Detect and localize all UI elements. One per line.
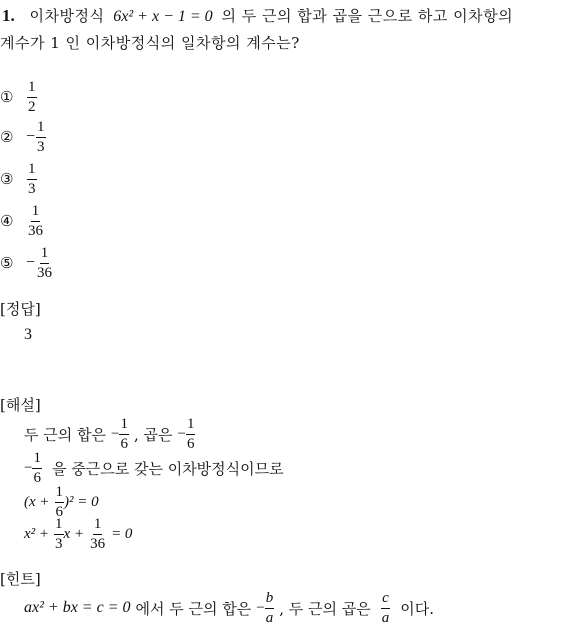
- denominator: 36: [37, 264, 53, 281]
- denominator: 36: [28, 222, 43, 239]
- numerator: 1: [27, 162, 37, 180]
- numerator: 1: [32, 451, 42, 469]
- numerator: 1: [54, 517, 64, 535]
- option-1[interactable]: [0, 78, 53, 116]
- option-fraction: [27, 80, 37, 115]
- option-fraction: [27, 162, 37, 197]
- hint-label: [힌트]: [0, 570, 41, 588]
- equation-part: x +: [63, 525, 85, 542]
- numerator: 1: [93, 517, 103, 535]
- hint-text: , 두 근의 곱은: [279, 599, 371, 618]
- option-2[interactable]: [0, 116, 53, 158]
- option-mark: ⑤: [0, 254, 14, 272]
- hint-line: [24, 588, 434, 628]
- equation-part: x² +: [24, 525, 50, 542]
- option-fraction: [36, 246, 53, 281]
- numerator: 1: [55, 485, 65, 503]
- numerator: 1: [31, 204, 41, 222]
- numerator: 1: [36, 120, 46, 138]
- sum-fraction: [265, 591, 275, 626]
- option-fraction: [27, 204, 44, 239]
- question-equation: 6x² + x − 1 = 0: [113, 8, 213, 25]
- product-fraction: [186, 417, 196, 452]
- option-4[interactable]: [0, 200, 53, 242]
- question-line-1: [2, 5, 513, 26]
- question-text-b: 의 두 근의 합과 곱을 근으로 하고 이차항의: [221, 7, 514, 25]
- option-mark: ④: [0, 212, 14, 230]
- sign: −: [24, 459, 33, 476]
- explanation-label: [해설]: [0, 396, 41, 414]
- denominator: 36: [90, 535, 106, 552]
- question-text-a: 이차방정식: [29, 7, 105, 25]
- numerator: 1: [186, 417, 196, 435]
- denominator: 6: [55, 503, 64, 520]
- fraction: [54, 517, 64, 552]
- equation-part: = 0: [111, 525, 133, 542]
- product-fraction: [381, 591, 391, 626]
- question-line-2: 계수가 1 인 이차방정식의 일차항의 계수는?: [0, 34, 300, 52]
- sign: −: [177, 425, 186, 442]
- answer-label: [정답]: [0, 300, 41, 318]
- options-list: [0, 78, 53, 284]
- denominator: a: [265, 609, 274, 626]
- denominator: 3: [28, 180, 36, 197]
- hint-text: 이다.: [400, 599, 434, 618]
- denominator: 2: [28, 98, 36, 115]
- hint-equation: ax² + bx = c = 0: [24, 599, 131, 616]
- fraction: [89, 517, 106, 552]
- option-sign: −: [26, 254, 36, 271]
- denominator: a: [381, 609, 390, 626]
- denominator: 6: [120, 435, 128, 452]
- denominator: 6: [33, 469, 41, 486]
- numerator: 1: [40, 246, 50, 264]
- explanation-line-4: [24, 514, 132, 554]
- equation-part: )² = 0: [64, 493, 99, 510]
- option-mark: ②: [0, 128, 14, 146]
- denominator: 3: [55, 535, 63, 552]
- equation-part: (x +: [24, 493, 50, 510]
- numerator: 1: [27, 80, 37, 98]
- option-fraction: [36, 120, 46, 155]
- sign: −: [111, 425, 120, 442]
- root-fraction: [32, 451, 42, 486]
- denominator: 3: [37, 138, 45, 155]
- numerator: c: [381, 591, 390, 609]
- numerator: 1: [119, 417, 129, 435]
- explanation-text: 두 근의 합은: [24, 425, 106, 444]
- sum-fraction: [119, 417, 129, 452]
- explanation-text: , 곱은: [133, 425, 173, 444]
- denominator: 6: [186, 435, 195, 452]
- explanation-text: 을 중근으로 갖는 이차방정식이므로: [51, 459, 284, 478]
- option-mark: ①: [0, 88, 14, 106]
- hint-text: 에서 두 근의 합은: [135, 599, 252, 618]
- answer-value: 3: [24, 326, 32, 343]
- question-number: 1.: [2, 6, 15, 25]
- option-3[interactable]: [0, 158, 53, 200]
- option-5[interactable]: [0, 242, 53, 284]
- option-mark: ③: [0, 170, 14, 188]
- sign: −: [256, 599, 265, 616]
- numerator: b: [265, 591, 275, 609]
- option-sign: −: [26, 128, 36, 145]
